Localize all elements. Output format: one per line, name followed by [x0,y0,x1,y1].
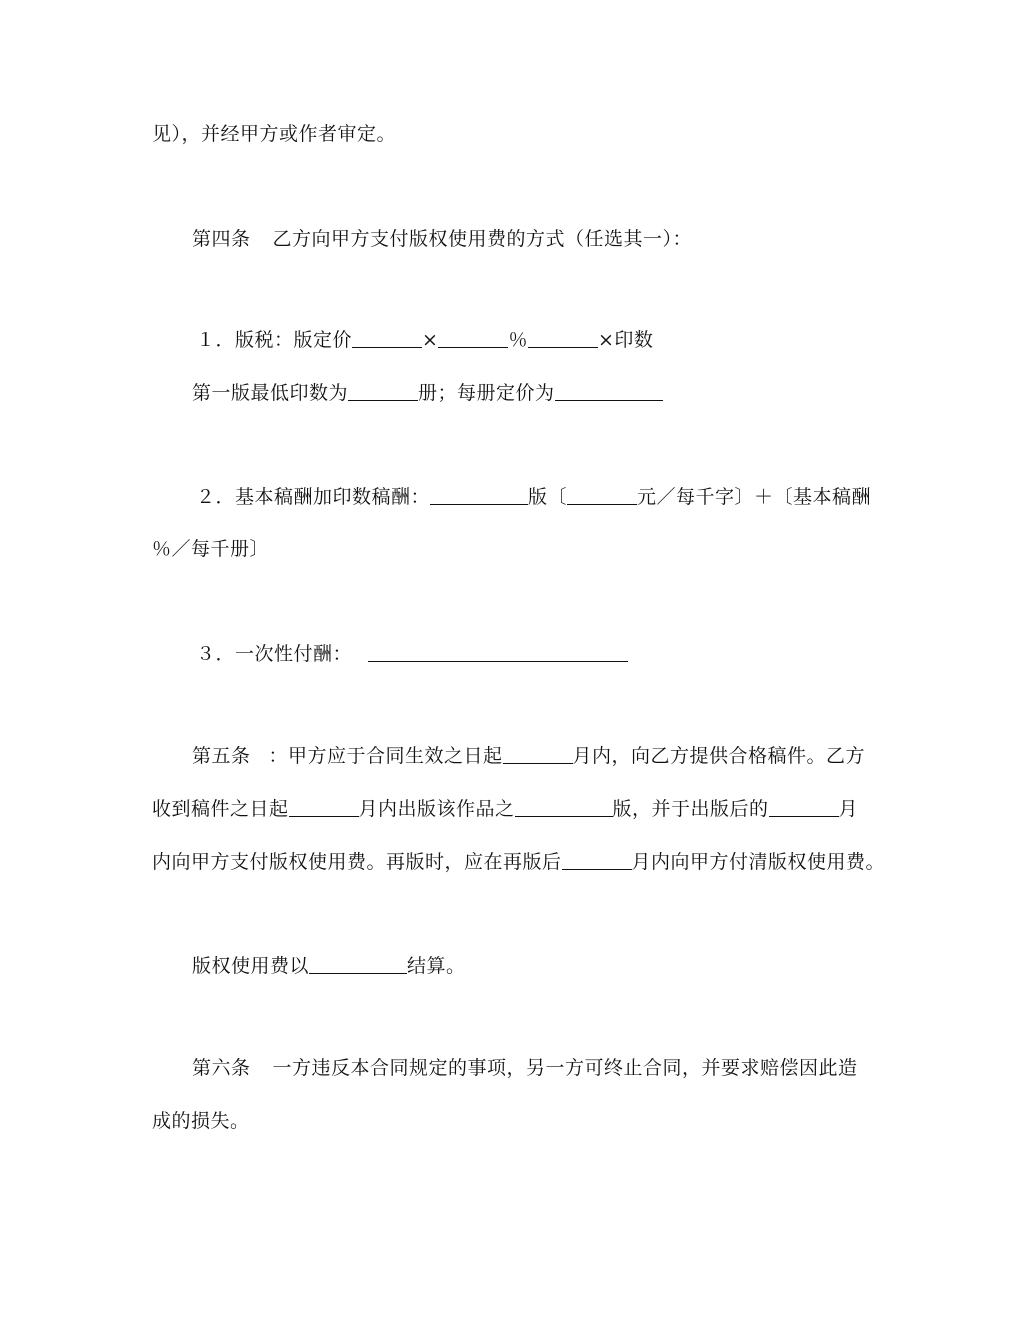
article-text: 月内向甲方付清版权使用费。 [631,851,886,873]
option-3-lump-sum [196,640,628,668]
blank-field[interactable] [289,798,359,817]
option-number: ２． [196,486,236,508]
article-5-line-2 [152,795,858,823]
blank-field[interactable] [352,329,422,348]
option-text: 基本稿酬加印数稿酬： [235,486,431,508]
article-5 [192,742,865,770]
option-text: 第一版最低印数为 [192,382,349,404]
blank-field[interactable] [503,745,573,764]
blank-field[interactable] [438,329,508,348]
option-2-line-2 [152,535,269,563]
blank-field[interactable] [555,382,663,401]
option-text: ×印数 [597,329,654,351]
article-text: 成的损失。 [152,1110,250,1132]
article-text: 乙方向甲方支付版权使用费的方式（任选其一）： [272,228,693,250]
article-text: ：甲方应于合同生效之日起 [268,745,503,767]
article-text: 月内出版该作品之 [358,798,515,820]
clause-text: 版权使用费以 [192,955,310,977]
option-text: ％／每千册〕 [152,538,270,560]
article-text: 月内，向乙方提供合格稿件。乙方 [572,745,866,767]
blank-field[interactable] [348,382,418,401]
blank-field[interactable] [528,329,598,348]
article-heading: 第六条 [192,1057,251,1079]
article-6-line-2 [152,1107,250,1135]
option-1-line-2 [192,379,663,407]
article-6 [192,1054,858,1082]
article-4 [192,225,692,253]
option-text: 一次性付酬： [235,643,353,665]
blank-field[interactable] [430,486,528,505]
option-text: 元／每千字〕＋〔基本稿酬 [637,486,872,508]
settlement-clause [192,952,466,980]
option-number: １． [196,329,236,351]
article-text: 收到稿件之日起 [152,798,289,820]
paragraph-text: 见），并经甲方或作者审定。 [152,123,397,145]
blank-field[interactable] [309,955,407,974]
article-text: 内向甲方支付版权使用费。再版时，应在再版后 [152,851,562,873]
option-1-royalty [196,326,653,354]
blank-field[interactable] [567,486,637,505]
paragraph-continuation [152,120,396,148]
times-sign: × [422,329,439,351]
blank-field[interactable] [769,798,839,817]
blank-field[interactable] [368,643,628,662]
article-heading: 第四条 [192,228,251,250]
article-text: 一方违反本合同规定的事项，另一方可终止合同，并要求赔偿因此造 [272,1057,858,1079]
article-heading: 第五条 [192,745,251,767]
option-2-basic-fee [196,483,871,511]
article-5-line-3 [152,848,885,876]
option-number: ３． [196,643,236,665]
blank-field[interactable] [562,851,632,870]
article-text: 版，并于出版后的 [612,798,769,820]
blank-field[interactable] [515,798,613,817]
option-text: 版〔 [528,486,568,508]
clause-text: 结算。 [407,955,466,977]
option-text: 版税：版定价 [235,329,353,351]
article-text: 月 [838,798,859,820]
option-text: 册；每册定价为 [418,382,555,404]
percent-sign: ％ [508,329,528,351]
